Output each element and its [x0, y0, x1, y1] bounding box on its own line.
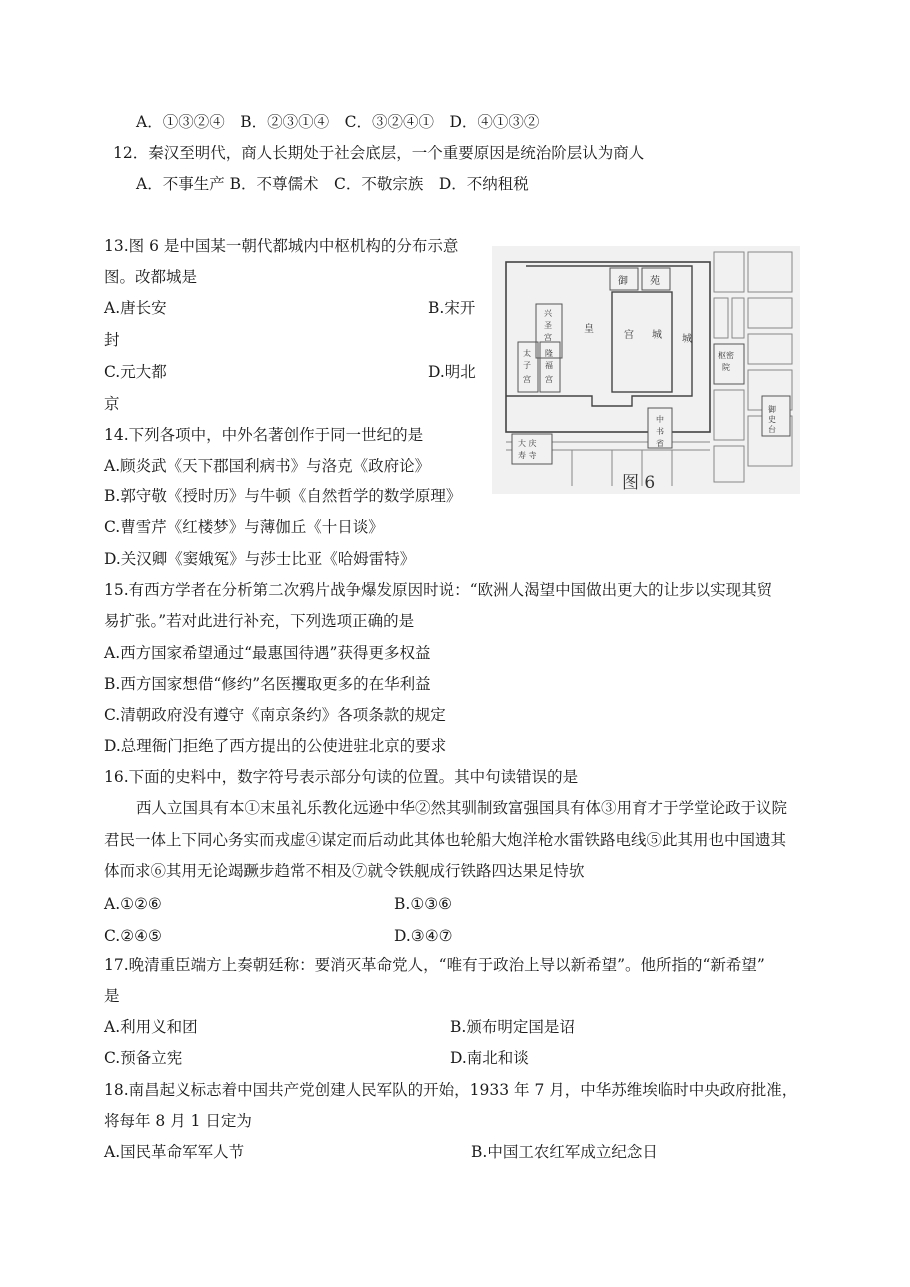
q16-passage-line3: 体而求⑥其用无论竭蹶步趋常不相及⑦就令铁舰成行铁路四达果足恃欤 — [104, 862, 585, 880]
svg-text:兴: 兴 — [544, 309, 552, 318]
q16-stem: 16.下面的史料中，数字符号表示部分句读的位置。其中句读错误的是 — [104, 768, 579, 786]
svg-text:御: 御 — [768, 405, 776, 414]
q14-option-b: B.郭守敬《授时历》与牛顿《自然哲学的数学原理》 — [104, 487, 462, 505]
svg-text:省: 省 — [656, 439, 664, 448]
figure-6-capital-map — [492, 246, 800, 494]
svg-text:太: 太 — [523, 349, 531, 358]
svg-text:皇: 皇 — [584, 324, 594, 335]
svg-text:大 庆: 大 庆 — [518, 439, 537, 448]
q18-option-a: A.国民革命军军人节 — [104, 1143, 245, 1161]
q11-options: A．①③②④ B．②③①④ C．③②④① D．④①③② — [136, 113, 540, 131]
q14-option-c: C.曹雪芹《红楼梦》与薄伽丘《十日谈》 — [104, 518, 384, 536]
q16-passage-line2: 君民一体上下同心务实而戎虚④谋定而后动此其体也轮船大炮洋枪水雷铁路电线⑤此其用也中国遗其 — [104, 831, 787, 849]
q13-stem-line2: 图。改都城是 — [104, 268, 198, 286]
q13-option-d-wrap: 京 — [104, 395, 120, 413]
q15-stem-line1: 15.有西方学者在分析第二次鸦片战争爆发原因时说：“欧洲人渴望中国做出更大的让步以实现其贸 — [104, 581, 773, 599]
svg-text:书: 书 — [656, 427, 664, 436]
q14-option-d: D.关汉卿《窦娥冤》与莎士比亚《哈姆雷特》 — [104, 550, 416, 568]
svg-text:御: 御 — [618, 276, 628, 287]
svg-text:苑: 苑 — [650, 276, 660, 287]
q13-stem-line1: 13.图 6 是中国某一朝代都城内中枢机构的分布示意 — [104, 237, 459, 255]
q15-option-c: C.清朝政府没有遵守《南京条约》各项条款的规定 — [104, 706, 446, 724]
svg-text:城: 城 — [682, 334, 692, 345]
q14-option-a: A.顾炎武《天下郡国利病书》与洛克《政府论》 — [104, 457, 431, 475]
svg-text:中: 中 — [656, 415, 664, 424]
q15-option-a: A.西方国家希望通过“最惠国待遇”获得更多权益 — [104, 644, 431, 662]
q17-stem-line1: 17.晚清重臣端方上奏朝廷称：要消灭革命党人，“唯有于政治上导以新希望”。他所指的“新希望” — [104, 956, 765, 974]
svg-text:枢密: 枢密 — [718, 351, 734, 360]
q15-option-b: B.西方国家想借“修约”名医攫取更多的在华利益 — [104, 675, 431, 693]
q12-options: A．不事生产 B．不尊儒术 C．不敬宗族 D．不纳租税 — [136, 175, 529, 193]
q16-passage-line1: 西人立国具有本①末虽礼乐教化远逊中华②然其驯制致富强国具有体③用育才于学堂论政于议院 — [136, 799, 788, 817]
q13-option-a: A.唐长安 — [104, 299, 167, 317]
svg-text:福: 福 — [545, 361, 553, 370]
q12-stem: 12．秦汉至明代，商人长期处于社会底层，一个重要原因是统治阶层认为商人 — [113, 144, 645, 162]
figure-caption: 图 6 — [622, 473, 656, 493]
svg-text:城: 城 — [652, 330, 662, 341]
q18-stem-line2: 将每年 8 月 1 日定为 — [104, 1112, 252, 1130]
q13-option-d: D.明北 — [428, 363, 476, 381]
svg-text:子: 子 — [523, 361, 531, 370]
q17-option-d: D.南北和谈 — [450, 1049, 529, 1067]
q18-option-b: B.中国工农红军成立纪念日 — [471, 1143, 658, 1161]
q16-option-c: C.②④⑤ — [104, 927, 162, 945]
svg-text:圣: 圣 — [544, 321, 552, 330]
q15-option-d: D.总理衙门拒绝了西方提出的公使进驻北京的要求 — [104, 737, 447, 755]
q17-option-c: C.预备立宪 — [104, 1049, 183, 1067]
q13-option-c: C.元大都 — [104, 363, 167, 381]
svg-text:宫: 宫 — [544, 333, 552, 342]
q14-stem: 14.下列各项中，中外名著创作于同一世纪的是 — [104, 426, 424, 444]
q13-option-b-wrap: 封 — [104, 331, 120, 349]
q16-option-b: B.①③⑥ — [394, 895, 453, 913]
capital-map-drawing — [492, 246, 800, 494]
svg-text:隆: 隆 — [545, 349, 553, 358]
q17-stem-line2: 是 — [104, 987, 120, 1005]
svg-text:宫: 宫 — [545, 375, 553, 384]
svg-text:宫: 宫 — [624, 330, 634, 341]
svg-text:院: 院 — [722, 363, 730, 372]
svg-text:台: 台 — [768, 425, 776, 434]
q17-option-a: A.利用义和团 — [104, 1018, 198, 1036]
q13-option-b: B.宋开 — [428, 299, 476, 317]
q18-stem-line1: 18.南昌起义标志着中国共产党创建人民军队的开始，1933 年 7 月，中华苏维埃临时中央政府批准， — [104, 1081, 798, 1099]
svg-text:寿 寺: 寿 寺 — [518, 451, 537, 460]
q15-stem-line2: 易扩张。”若对此进行补充，下列选项正确的是 — [104, 612, 415, 630]
svg-text:史: 史 — [768, 415, 776, 424]
q17-option-b: B.颁布明定国是诏 — [450, 1018, 575, 1036]
svg-text:宫: 宫 — [523, 375, 531, 384]
q16-option-d: D.③④⑦ — [394, 927, 453, 945]
q16-option-a: A.①②⑥ — [104, 895, 162, 913]
